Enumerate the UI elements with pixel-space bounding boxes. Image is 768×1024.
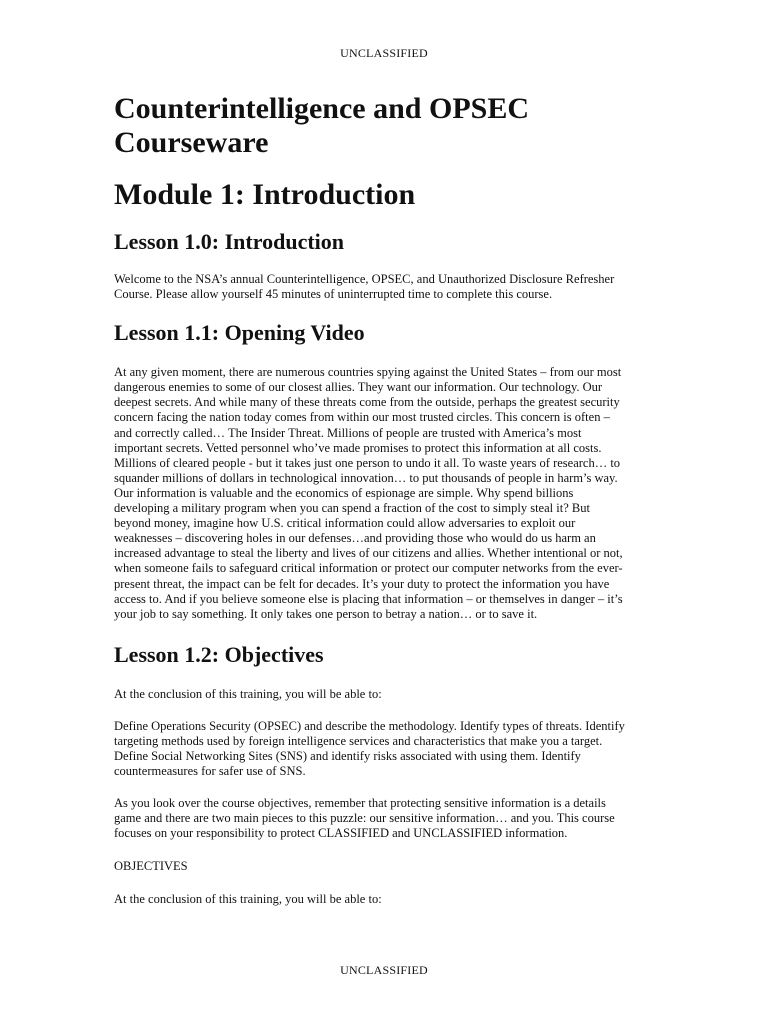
document-body xyxy=(114,92,628,907)
objectives-note-paragraph: As you look over the course objectives, remember that protecting sensitive information is a details game and there are two main pieces to this puzzle: our sensitive information… and you. This course focuses on your responsibility to protect CLASSIFIED and UNCLASSIFIED information. xyxy=(114,796,615,841)
objectives-intro: At the conclusion of this training, you will be able to: xyxy=(114,686,382,701)
objectives-label: OBJECTIVES xyxy=(114,858,188,873)
lesson-1-0-paragraph: Welcome to the NSA’s annual Counterintelligence, OPSEC, and Unauthorized Disclosure Refresher Course. Please allow yourself 45 minutes of uninterrupted time to complete this course. xyxy=(114,272,615,302)
lesson-heading-1-2: Lesson 1.2: Objectives xyxy=(114,641,324,667)
objectives-list-paragraph: Define Operations Security (OPSEC) and describe the methodology. Identify types of threats. Identify targeting methods used by foreign intelligence services and characteristics that make you a target. Define Social Networking Sites (SNS) and identify risks associated with using them. Identify countermeasures for safer use of SNS. xyxy=(114,718,625,779)
module-title: Module 1: Introduction xyxy=(114,178,416,211)
lesson-heading-1-1: Lesson 1.1: Opening Video xyxy=(114,320,365,346)
lesson-1-1-paragraph: At any given moment, there are numerous countries spying against the United States – from our most dangerous enemies to some of our closest allies. They want our information. Our technology. Our deepest secrets. And while many of these threats come from the outside, perhaps the greatest security concern facing the nation today comes from within our most trusted circles. This concern is often – and correctly called… The Insider Threat. Millions of people are trusted with America’s most important secrets. Vetted personnel who’ve made promises to protect this information at all costs. Millions of cleared people - but it takes just one person to undo it all. To waste years of research… to squander millions of dollars in technological innovation… to put thousands of people in harm’s way. Our information is valuable and the economics of espionage are simple. Why spend billions developing a military program when you can spend a fraction of the cost to simply steal it? But beyond money, imagine how U.S. critical information could allow adversaries to exploit our weaknesses – discovering holes in our defenses…and providing those who would do us harm an increased advantage to steal the liberty and lives of our citizens and allies. Whether intentional or not, when someone fails to safeguard critical information or protect our computer networks from the ever-present threat, the impact can be felt for decades. It’s your duty to protect the information you have access to. And if you believe someone else is placing that information – or themselves in danger – it’s your job to say something. It only takes one person to betray a nation… or to save it. xyxy=(114,365,623,621)
document-title: Counterintelligence and OPSEC Courseware xyxy=(114,92,530,159)
classification-marking-header: UNCLASSIFIED xyxy=(340,46,428,60)
lesson-heading-1-0: Lesson 1.0: Introduction xyxy=(114,229,345,254)
classification-marking-footer: UNCLASSIFIED xyxy=(340,963,428,977)
objectives-conclusion: At the conclusion of this training, you will be able to: xyxy=(114,891,382,906)
